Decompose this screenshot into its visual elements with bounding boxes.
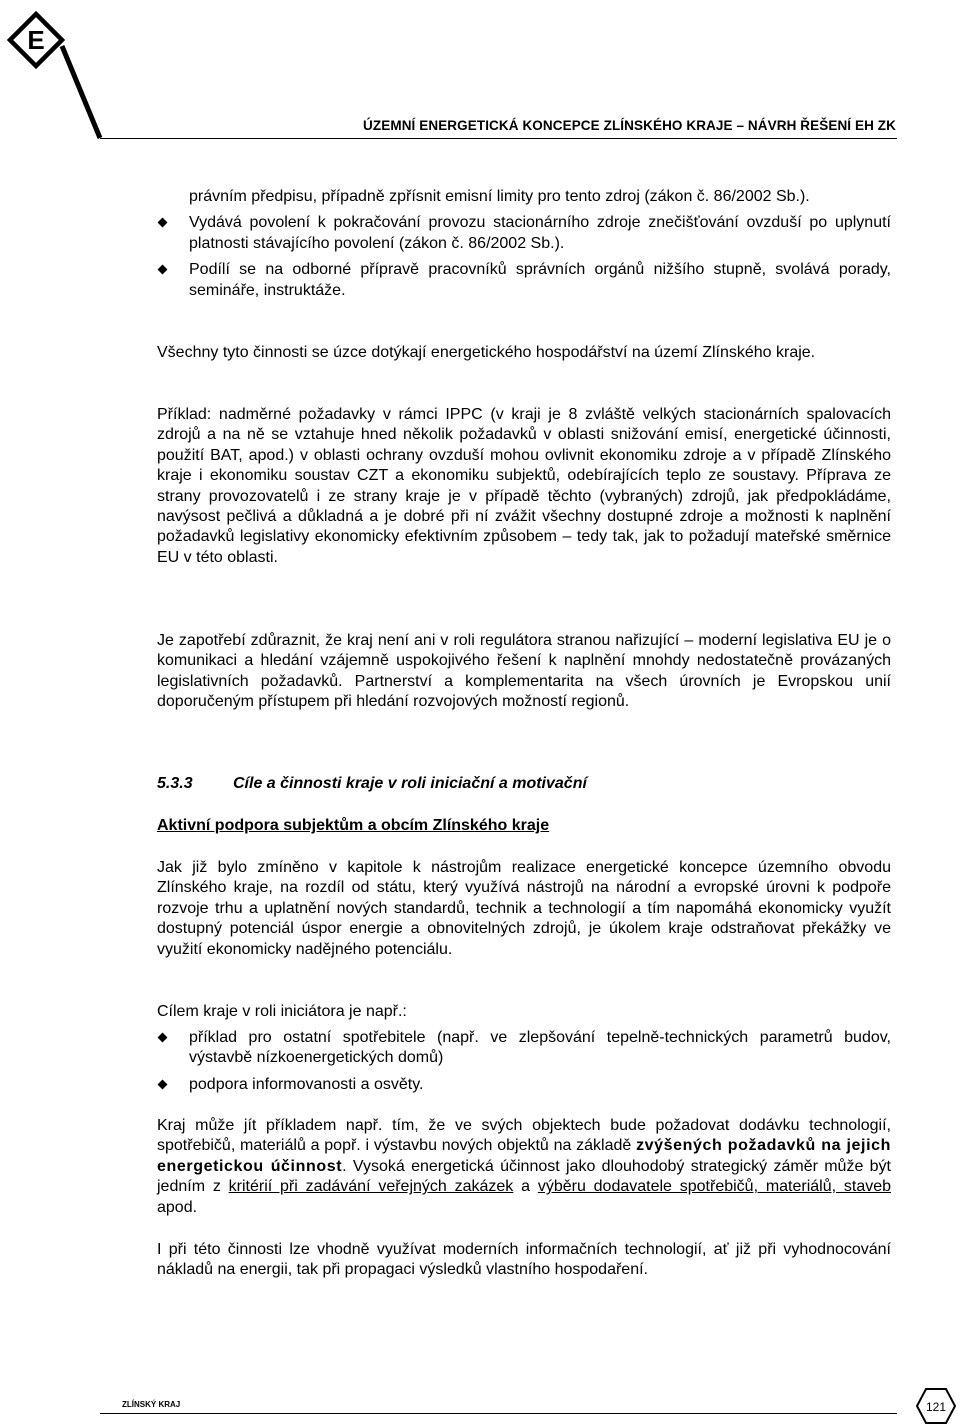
list-item-text: podpora informovanosti a osvěty. bbox=[189, 1075, 424, 1093]
diamond-bullet-icon bbox=[158, 1033, 168, 1043]
page-number-badge bbox=[915, 1387, 957, 1425]
list-item-text: Podílí se na odborné přípravě pracovníků správních orgánů nižšího stupně, svolává porady, semináře, instruktáže. bbox=[189, 261, 891, 299]
logo-e-icon bbox=[4, 8, 124, 148]
paragraph: Je zapotřebí zdůraznit, že kraj není ani v roli regulátora stranou nařizující – moderní legislativa EU je o komunikaci a hledání vzájemně uspokojivého řešení k naplnění mnohdy nedostatečně provázaných legislativních požadavků. Partnerství a komplementarita na všech úrovních je Evropskou unií doporučeným přístupem při hledání rozvojových možností regionů. bbox=[157, 632, 891, 711]
section-title: Cíle a činnosti kraje v roli iniciační a motivační bbox=[233, 775, 587, 792]
text-run: apod. bbox=[157, 1198, 198, 1216]
footer-divider bbox=[100, 1413, 897, 1414]
header-divider bbox=[100, 138, 897, 139]
page-number: 121 bbox=[925, 1400, 947, 1414]
text-run: . Vysoká energetická účinnost jako dlouhodobý strategický záměr může být jedním z bbox=[157, 1157, 892, 1196]
list-item bbox=[157, 213, 891, 254]
header-title: ÚZEMNÍ ENERGETICKÁ KONCEPCE ZLÍNSKÉHO KRAJE – NÁVRH ŘEŠENÍ EH ZK bbox=[363, 118, 896, 133]
diamond-bullet-icon bbox=[158, 1079, 168, 1089]
paragraph: Jak již bylo zmíněno v kapitole k nástrojům realizace energetické koncepce územního obvodu Zlínského kraje, na rozdíl od státu, který využívá nástrojů na národní a evropské úrovni k podpoře rozvoje trhu a uplatnění nových standardů, technik a technologií a tím napomáhá ekonomicky využít dostupný potenciál úspor energie a obnovitelných zdrojů, je úkolem kraje odstraňovat překážky ve využití ekonomicky nadějného potenciálu. bbox=[157, 859, 891, 958]
paragraph: I při této činnosti lze vhodně využívat moderních informačních technologií, ať již při vyhodnocování nákladů na energii, tak při propagaci výsledků vlastního hospodaření. bbox=[157, 1241, 891, 1279]
paragraph: Cílem kraje v roli iniciátora je např.: bbox=[157, 1003, 407, 1020]
diamond-bullet-icon bbox=[158, 218, 168, 228]
paragraph bbox=[157, 1116, 891, 1218]
underlined-text: kritérií při zadávání veřejných zakázek bbox=[228, 1178, 514, 1196]
list-item-text: příklad pro ostatní spotřebitele (např. ve zlepšování tepelně-technických parametrů budov, výstavbě nízkoenergetických domů) bbox=[189, 1029, 891, 1067]
section-number: 5.3.3 bbox=[157, 775, 193, 792]
list-item-text: Vydává povolení k pokračování provozu stacionárního zdroje znečišťování ovzduší po uplynutí platnosti stávajícího povolení (zákon č. 86/2002 Sb.). bbox=[189, 214, 891, 252]
list-item bbox=[157, 1075, 891, 1095]
top-bullet-list bbox=[157, 187, 891, 301]
footer-label: ZLÍNSKÝ KRAJ bbox=[122, 1400, 181, 1409]
section-heading bbox=[157, 775, 587, 793]
text-run: Kraj může jít příkladem např. tím, že ve svých objektech bude požadovat dodávku technologií, spotřebičů, materiálů a popř. i výstavbu nových objektů na základě bbox=[157, 1117, 891, 1155]
underlined-text: výběru dodavatele spotřebičů, materiálů, staveb bbox=[537, 1178, 892, 1196]
logo-letter: E bbox=[27, 25, 45, 55]
bold-text: zvýšených požadavků na jejich energetickou účinnost bbox=[157, 1137, 891, 1175]
paragraph: Příklad: nadměrné požadavky v rámci IPPC (v kraji je 8 zvláště velkých stacionárních spalovacích zdrojů a na ně se vztahuje hned několik požadavků v oblasti snižování emisí, energetické účinnosti, použití BAT, apod.) v oblasti ochrany ovzduší mohou ovlivnit ekonomiku zdroje a v případě Zlínského kraje i ekonomiku soustav CZT a ekonomiku subjektů, odebírajících teplo ze soustavy. Příprava ze strany provozovatelů i ze strany kraje je v případě těchto (vybraných) zdrojů, jak předpokládáme, navýsost pečlivá a důkladná a je dobré při ní zvážit všechny dostupné zdroje a možnosti k naplnění požadavků legislativy ekonomicky efektivním způsobem – tedy tak, jak to požadují mateřské směrnice EU v této oblasti. bbox=[157, 406, 891, 566]
list-item bbox=[157, 1028, 891, 1069]
goals-bullet-list bbox=[157, 1028, 891, 1095]
diamond-bullet-icon bbox=[158, 265, 168, 275]
subheading: Aktivní podpora subjektům a obcím Zlínského kraje bbox=[157, 817, 550, 834]
paragraph: Všechny tyto činnosti se úzce dotýkají energetického hospodářství na území Zlínského kraje. bbox=[157, 344, 816, 361]
bullet-continuation: právním předpisu, případně zpřísnit emisní limity pro tento zdroj (zákon č. 86/2002 Sb.). bbox=[189, 188, 810, 205]
list-item bbox=[157, 260, 891, 301]
text-run: a bbox=[513, 1178, 538, 1196]
